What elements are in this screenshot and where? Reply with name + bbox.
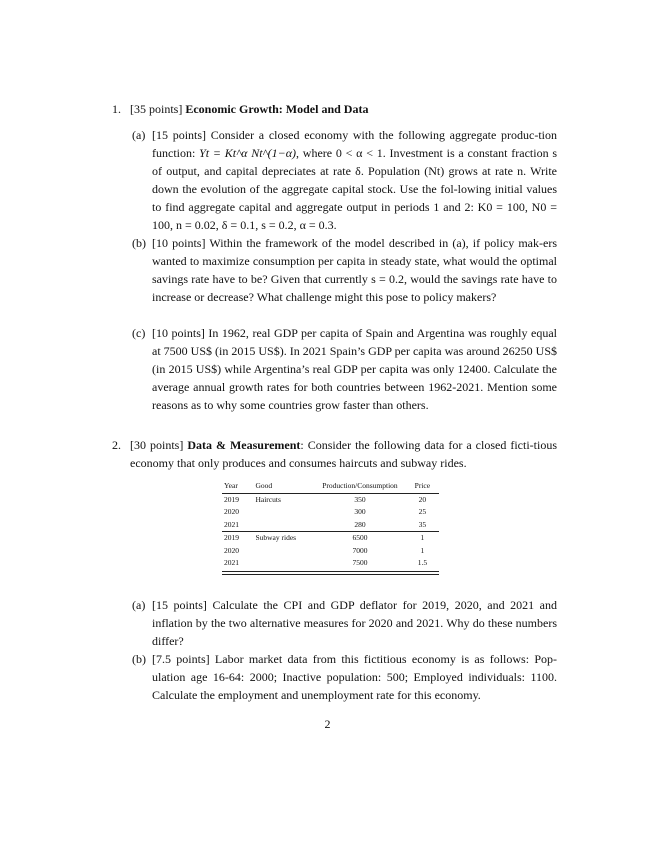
question-title: Data & Measurement xyxy=(187,438,301,452)
subquestion-label: (b) xyxy=(132,652,146,666)
subquestion-text: Within the framework of the model described in (a), if policy mak-ers wanted to maximize consumption per capita in steady state, what would the optimal savings rate have to be? Given that currently s = 0.2, would the savings rate have to increase or decrease? What challenge might this pose to policy makers? xyxy=(152,236,557,304)
table-cell xyxy=(253,545,314,558)
table-cell: Haircuts xyxy=(255,494,281,504)
subquestion-points: [7.5 points] xyxy=(152,652,210,666)
table-cell: 2019 xyxy=(222,532,253,545)
question-1c xyxy=(132,324,557,414)
table-cell: Subway rides xyxy=(253,532,314,545)
table-cell xyxy=(253,519,314,532)
question-title: Economic Growth: Model and Data xyxy=(185,102,369,116)
subquestion-points: [10 points] xyxy=(152,326,205,340)
question-1b xyxy=(132,234,557,306)
question-2a xyxy=(132,596,557,650)
table-cell: 2020 xyxy=(224,507,239,517)
subquestion-label: (b) xyxy=(132,236,146,250)
table-cell: 1 xyxy=(406,532,439,545)
table-row xyxy=(222,545,439,558)
table-cell xyxy=(253,506,314,519)
table-header-price: Price xyxy=(406,480,439,493)
table-row xyxy=(222,506,439,519)
question-2-heading xyxy=(112,436,557,472)
question-points: [30 points] xyxy=(130,438,184,452)
subquestion-text: Calculate the CPI and GDP deflator for 2019, 2020, and 2021 and inflation by the two alternative measures for 2020 and 2021. Why do these numbers differ? xyxy=(152,598,557,648)
question-number: 2. xyxy=(112,438,121,452)
data-table xyxy=(222,480,439,575)
table-cell: 1 xyxy=(420,545,425,555)
subquestion-points: [10 points] xyxy=(152,236,206,250)
table-cell: 350 xyxy=(354,494,366,504)
table-cell: 7000 xyxy=(352,545,368,555)
table-header-good: Good xyxy=(253,480,314,493)
table-bottom-rule xyxy=(222,571,439,575)
table-cell: 35 xyxy=(418,519,427,529)
subquestion-text-1: Consider a closed economy with the following aggregate produc-tion function: xyxy=(152,128,558,160)
table-cell: 2021 xyxy=(224,519,239,529)
production-function-equation: Yt = Kt^α Nt^(1−α) xyxy=(199,146,297,160)
question-1a xyxy=(132,126,557,234)
table-cell: 2020 xyxy=(224,545,239,555)
subquestion-points: [15 points] xyxy=(152,598,207,612)
table-cell: 25 xyxy=(418,507,427,517)
table-row xyxy=(222,557,439,570)
table-cell: 2019 xyxy=(224,494,239,504)
subquestion-points: [15 points] xyxy=(152,128,207,142)
table-row xyxy=(222,493,439,506)
table-cell: 280 xyxy=(354,519,366,529)
question-number: 1. xyxy=(112,102,121,116)
subquestion-label: (a) xyxy=(132,128,146,142)
table-cell xyxy=(253,557,314,570)
subquestion-label: (c) xyxy=(132,326,146,340)
question-2b xyxy=(132,650,557,704)
table-header-row xyxy=(222,480,439,493)
question-1-heading xyxy=(112,100,557,118)
table-header-production: Production/Consumption xyxy=(314,480,406,493)
subquestion-text: In 1962, real GDP per capita of Spain and Argentina was roughly equal at 7500 US$ (in 2015 US$). In 2021 Spain’s GDP per capita was around 26250 US$ (in 2015 US$) while Argentina’s real GDP per capita was only 12400. Calculate the average annual growth rates for both countries between 1962-2021. Mention some reasons as to why some countries grow faster than others. xyxy=(152,326,557,412)
table-header-year: Year xyxy=(222,480,253,493)
question-points: [35 points] xyxy=(130,102,183,116)
table-cell: 20 xyxy=(418,494,427,504)
table-row xyxy=(222,532,439,545)
subquestion-label: (a) xyxy=(132,598,146,612)
table-cell: 7500 xyxy=(352,558,368,568)
subquestion-text: Labor market data from this fictitious economy is as follows: Pop-ulation age 16-64: 2000; Inactive population: 500; Employed individuals: 1100. Calculate the employment and unemployment rate for this economy. xyxy=(152,652,557,702)
table-cell: 300 xyxy=(354,507,366,517)
table-row xyxy=(222,519,439,532)
question-intro: : Consider the following data for a closed ficti-tious economy that only produces and consumes haircuts and subway rides. xyxy=(130,438,557,470)
subquestion-text-2: , where 0 < α < 1. Investment is a constant fraction s of output, and capital depreciates at rate δ. Population (Nt) grows at rate n. Write down the evolution of the aggregate capital stock. Use the fol-lowing initial values to find aggregate capital and aggregate output in periods 1 and 2: K0 = 100, N0 = 100, n = 0.02, δ = 0.1, s = 0.2, α = 0.3. xyxy=(152,146,558,232)
table-cell: 1.5 xyxy=(417,558,428,568)
table-cell: 6500 xyxy=(314,532,406,545)
table-cell: 2021 xyxy=(224,558,239,568)
page-number: 2 xyxy=(324,717,331,731)
